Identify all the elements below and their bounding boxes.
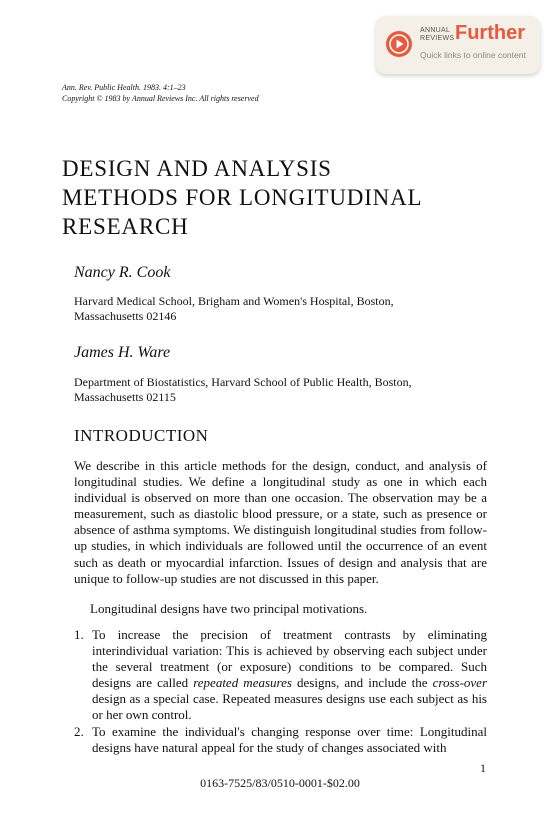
annual-reviews-logo-text	[420, 27, 454, 43]
logo-line-reviews: REVIEWS	[420, 35, 455, 42]
affiliation-line: Massachusetts 02115	[74, 390, 176, 404]
further-subtitle: Quick links to online content	[420, 50, 526, 60]
page-number: 1	[480, 761, 486, 775]
emphasis-term: cross-over	[432, 675, 488, 691]
body-paragraph: We describe in this article methods for the design, conduct, and analysis of longitudinal studies. We define a longitudinal study as one in which each individual is observed on more than one occasion. The observation may be a measurement, such as diastolic blood pressure, or a state, such as presence or absence of asthma symptoms. We distinguish longitudinal studies from follow-up studies, in which individuals are followed until the occurrence of an event such as death or myocardial infarction. Issues of design and analysis that are unique to follow-up studies are not discussed in this paper.	[74, 458, 487, 586]
author-affiliation	[74, 294, 394, 324]
section-heading: INTRODUCTION	[74, 426, 209, 445]
title-line-1: DESIGN AND ANALYSIS	[62, 156, 332, 181]
list-text: design as a special case. Repeated measures designs use each subject as his or her own control.	[92, 691, 487, 723]
title-line-3: RESEARCH	[62, 214, 189, 239]
list-number: 1.	[74, 627, 84, 642]
author-name: James H. Ware	[74, 344, 171, 361]
list-item	[74, 627, 487, 724]
journal-meta	[62, 82, 259, 104]
copyright-line: Copyright © 1983 by Annual Reviews Inc. All rights reserved	[62, 94, 259, 103]
list-text: To examine the individual's changing response over time: Longitudinal designs have natural appeal for the study of changes associated with	[92, 723, 487, 755]
list-item	[74, 724, 487, 756]
logo-line-annual: ANNUAL	[420, 27, 451, 34]
author-name: Nancy R. Cook	[74, 264, 171, 281]
emphasis-term: repeated measures	[193, 675, 292, 691]
play-icon	[386, 31, 412, 57]
affiliation-line: Department of Biostatistics, Harvard School of Public Health, Boston,	[74, 375, 412, 389]
affiliation-line: Massachusetts 02146	[74, 309, 177, 323]
list-text: designs, and include the	[291, 675, 433, 691]
journal-citation: Ann. Rev. Public Health. 1983. 4:1–23	[62, 83, 186, 92]
further-label: Further	[455, 22, 525, 44]
affiliation-line: Harvard Medical School, Brigham and Women's Hospital, Boston,	[74, 294, 394, 308]
author-affiliation	[74, 375, 412, 405]
footer-code: 0163-7525/83/0510-0001-$02.00	[200, 776, 360, 790]
further-badge[interactable]	[376, 16, 540, 74]
article-title	[62, 154, 482, 241]
list-text: To increase the precision of treatment contrasts by eliminating interindividual variation: This is achieved by observing each subject under the several treatment (or exposure) conditions to be compared. Such designs are called	[92, 627, 487, 691]
motivation-list	[74, 627, 487, 756]
body-paragraph: Longitudinal designs have two principal motivations.	[90, 601, 368, 616]
title-line-2: METHODS FOR LONGITUDINAL	[62, 185, 423, 210]
list-number: 2.	[74, 723, 84, 739]
